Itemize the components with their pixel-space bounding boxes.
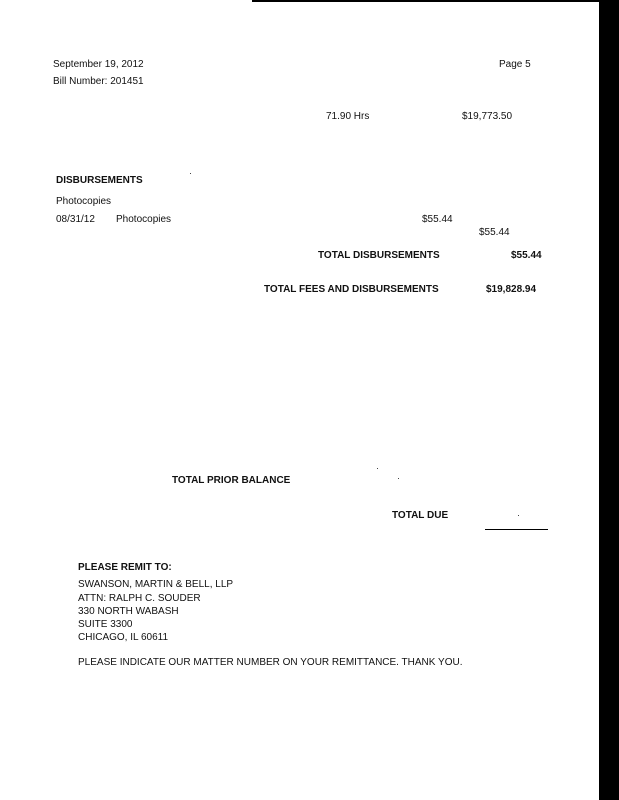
page-number: Page 5: [499, 59, 531, 70]
scan-speck: [190, 173, 191, 174]
total-fees-and-disbursements-value: $19,828.94: [486, 284, 537, 295]
disbursement-entry-description: Photocopies: [116, 214, 172, 225]
total-hours: 71.90 Hrs: [326, 111, 370, 122]
total-prior-balance-label: TOTAL PRIOR BALANCE: [172, 475, 291, 486]
total-fees-and-disbursements-label: TOTAL FEES AND DISBURSEMENTS: [264, 284, 439, 295]
remit-heading: PLEASE REMIT TO:: [78, 562, 172, 573]
remit-note: PLEASE INDICATE OUR MATTER NUMBER ON YOUR REMITTANCE. THANK YOU.: [78, 657, 463, 668]
disbursement-entry-amount: $55.44: [422, 214, 453, 225]
total-disbursements-label: TOTAL DISBURSEMENTS: [318, 250, 440, 261]
total-fees-amount: $19,773.50: [462, 111, 513, 122]
top-edge-rule: [252, 0, 619, 2]
scan-edge-bar: [599, 0, 619, 800]
scan-speck: [377, 468, 378, 469]
remit-street: 330 NORTH WABASH: [78, 606, 179, 617]
bill-date: September 19, 2012: [53, 59, 144, 70]
disbursements-heading: DISBURSEMENTS: [56, 175, 143, 186]
total-due-label: TOTAL DUE: [392, 510, 449, 521]
disbursement-category-subtotal: $55.44: [479, 227, 510, 238]
remit-suite: SUITE 3300: [78, 619, 133, 630]
remit-attention: ATTN: RALPH C. SOUDER: [78, 593, 201, 604]
total-due-underline: [485, 529, 548, 530]
remit-firm-name: SWANSON, MARTIN & BELL, LLP: [78, 579, 234, 590]
remit-city-state-zip: CHICAGO, IL 60611: [78, 632, 169, 643]
scan-speck: [398, 478, 399, 479]
disbursement-category: Photocopies: [56, 196, 112, 207]
bill-number: Bill Number: 201451: [53, 76, 144, 87]
total-disbursements-value: $55.44: [511, 250, 542, 261]
disbursement-entry-date: 08/31/12: [56, 214, 95, 225]
scan-speck: [518, 515, 519, 516]
